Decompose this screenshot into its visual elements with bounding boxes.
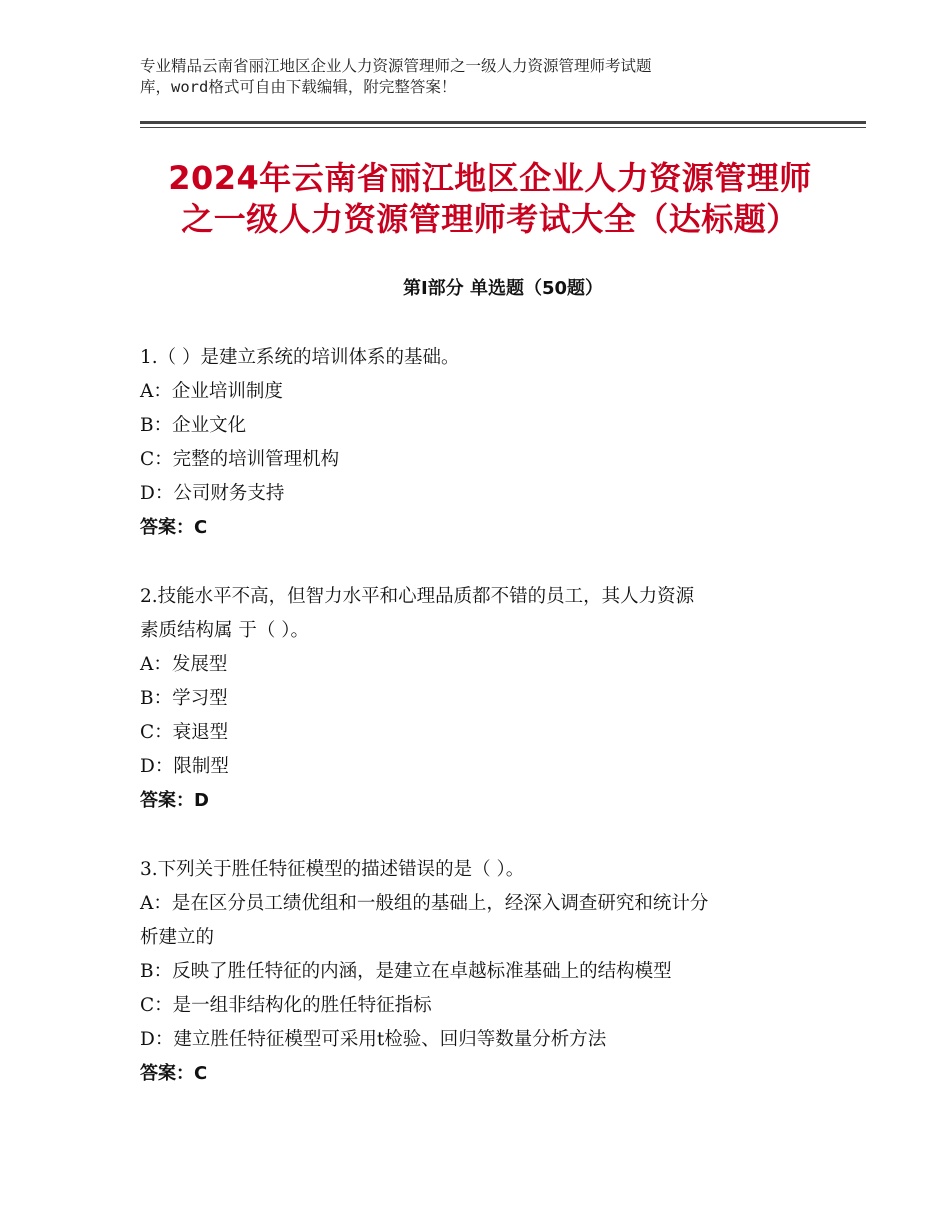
option-c: C：是一组非结构化的胜任特征指标 [140, 995, 432, 1016]
question-block [140, 853, 820, 1091]
option-a-continued: 析建立的 [140, 927, 215, 948]
question-stem: 1.（ ）是建立系统的培训体系的基础。 [140, 347, 460, 368]
header-note-line: 库，word格式可自由下载编辑，附完整答案！ [140, 78, 457, 96]
answer-line: 答案：C [140, 1063, 208, 1084]
question-stem: 3.下列关于胜任特征模型的描述错误的是（ ）。 [140, 859, 525, 880]
question-stem-continued: 素质结构属 于（ ）。 [140, 620, 310, 641]
question-block [140, 341, 820, 545]
option-b: B：学习型 [140, 688, 228, 709]
option-b: B：反映了胜任特征的内涵，是建立在卓越标准基础上的结构模型 [140, 961, 672, 982]
header-note-line: 专业精品云南省丽江地区企业人力资源管理师之一级人力资源管理师考试题 [140, 57, 652, 75]
document-title [140, 158, 840, 240]
answer-line: 答案：D [140, 790, 209, 811]
option-a: A：是在区分员工绩优组和一般组的基础上，经深入调查研究和统计分 [140, 893, 709, 914]
option-d: D：公司财务支持 [140, 483, 285, 504]
option-d: D：建立胜任特征模型可采用t检验、回归等数量分析方法 [140, 1029, 607, 1050]
question-stem: 2.技能水平不高，但智力水平和心理品质都不错的员工，其人力资源 [140, 586, 695, 607]
option-c: C：完整的培训管理机构 [140, 449, 340, 470]
header-divider-thin [140, 127, 866, 128]
option-d: D：限制型 [140, 756, 229, 777]
option-a: A：发展型 [140, 654, 228, 675]
header-divider-thick [140, 121, 866, 124]
option-c: C：衰退型 [140, 722, 229, 743]
document-title-line: 之一级人力资源管理师考试大全（达标题） [181, 200, 799, 238]
document-title-line: 2024年云南省丽江地区企业人力资源管理师 [168, 159, 812, 197]
question-block [140, 580, 820, 818]
section-heading: 第Ⅰ部分 单选题（50题） [402, 278, 603, 299]
header-note [140, 56, 780, 98]
answer-line: 答案：C [140, 517, 208, 538]
option-a: A：企业培训制度 [140, 381, 283, 402]
option-b: B：企业文化 [140, 415, 247, 436]
